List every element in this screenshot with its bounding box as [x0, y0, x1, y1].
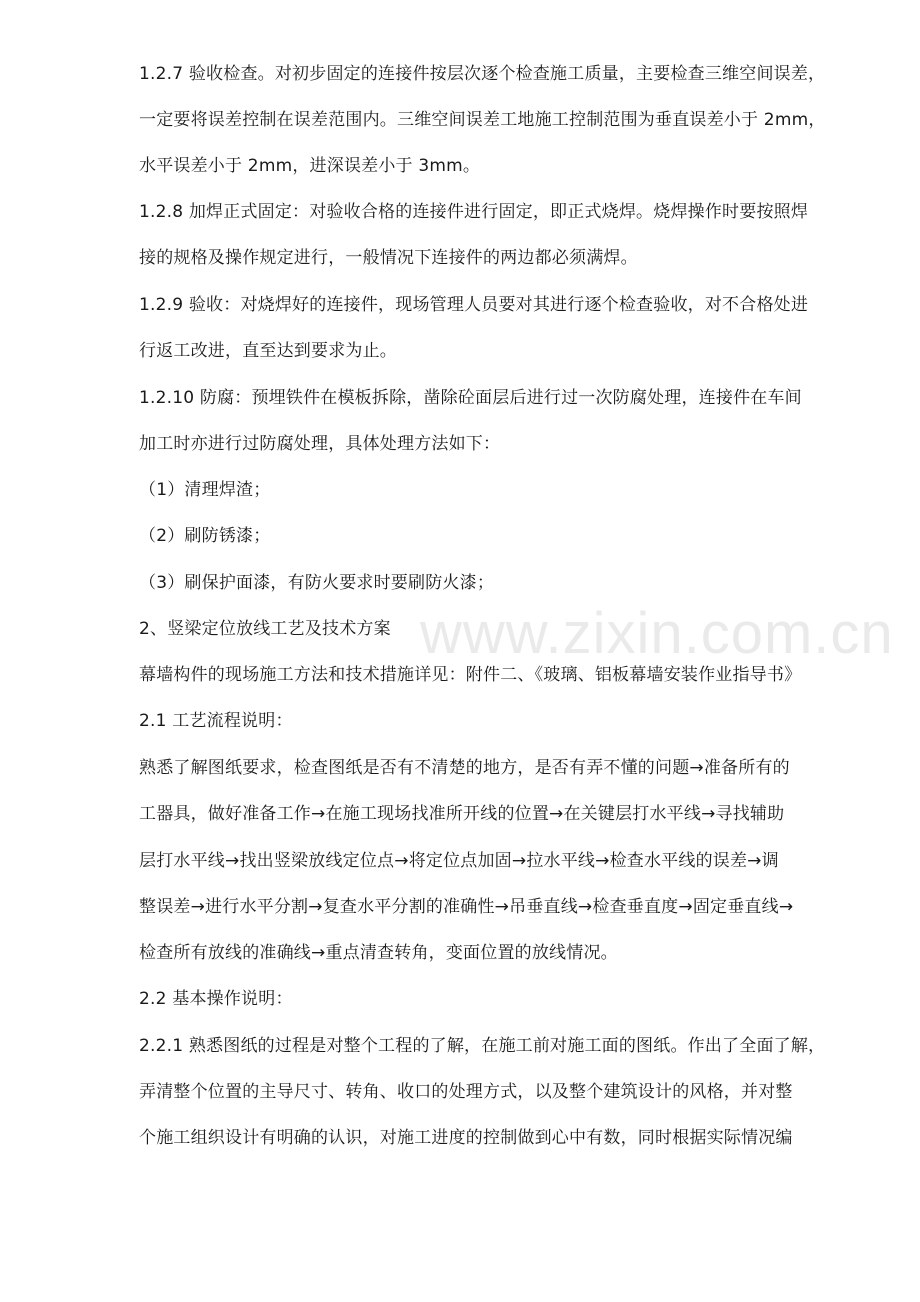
text-line: 层打水平线→找出竖梁放线定位点→将定位点加固→拉水平线→检查水平线的误差→调 [139, 851, 779, 871]
text-line: 一定要将误差控制在误差范围内。三维空间误差工地施工控制范围为垂直误差小于 2mm， [139, 110, 826, 130]
text-line: 幕墙构件的现场施工方法和技术措施详见：附件二、《玻璃、铝板幕墙安装作业指导书》 [139, 665, 802, 685]
text-line: 2.2 基本操作说明： [139, 989, 293, 1009]
text-line: （3）刷保护面漆，有防火要求时要刷防火漆； [139, 573, 495, 593]
text-line: 弄清整个位置的主导尺寸、转角、收口的处理方式，以及整个建筑设计的风格，并对整 [139, 1082, 793, 1102]
text-line: （1）清理焊渣； [139, 480, 271, 500]
text-line: 1.2.7 验收检查。对初步固定的连接件按层次逐个检查施工质量，主要检查三维空间误差， [139, 64, 826, 84]
watermark: www.zixin.com.cn [420, 601, 894, 666]
text-line: 1.2.10 防腐：预埋铁件在模板拆除，凿除砼面层后进行过一次防腐处理，连接件在车间 [139, 388, 802, 408]
text-line: 1.2.8 加焊正式固定：对验收合格的连接件进行固定，即正式烧焊。烧焊操作时要按照焊 [139, 202, 809, 222]
text-line: 水平误差小于 2mm，进深误差小于 3mm。 [139, 156, 481, 176]
text-line: 2.2.1 熟悉图纸的过程是对整个工程的了解，在施工前对施工面的图纸。作出了全面了解， [139, 1036, 826, 1056]
text-line: 1.2.9 验收：对烧焊好的连接件，现场管理人员要对其进行逐个检查验收，对不合格处进 [139, 295, 809, 315]
text-line: 整误差→进行水平分割→复查水平分割的准确性→吊垂直线→检查垂直度→固定垂直线→ [139, 897, 794, 917]
text-line: 加工时亦进行过防腐处理，具体处理方法如下： [139, 434, 501, 454]
text-line: 2、竖梁定位放线工艺及技术方案 [139, 619, 391, 639]
text-line: 2.1 工艺流程说明： [139, 711, 293, 731]
text-line: 个施工组织设计有明确的认识，对施工进度的控制做到心中有数，同时根据实际情况编 [139, 1128, 793, 1148]
text-line: （2）刷防锈漆； [139, 526, 271, 546]
text-line: 行返工改进，直至达到要求为止。 [139, 341, 397, 361]
text-line: 工器具，做好准备工作→在施工现场找准所开线的位置→在关键层打水平线→寻找辅助 [139, 804, 785, 824]
text-line: 检查所有放线的准确线→重点清查转角，变面位置的放线情况。 [139, 943, 618, 963]
text-line: 熟悉了解图纸要求，检查图纸是否有不清楚的地方，是否有弄不懂的问题→准备所有的 [139, 758, 790, 778]
text-line: 接的规格及操作规定进行，一般情况下连接件的两边都必须满焊。 [139, 248, 638, 268]
